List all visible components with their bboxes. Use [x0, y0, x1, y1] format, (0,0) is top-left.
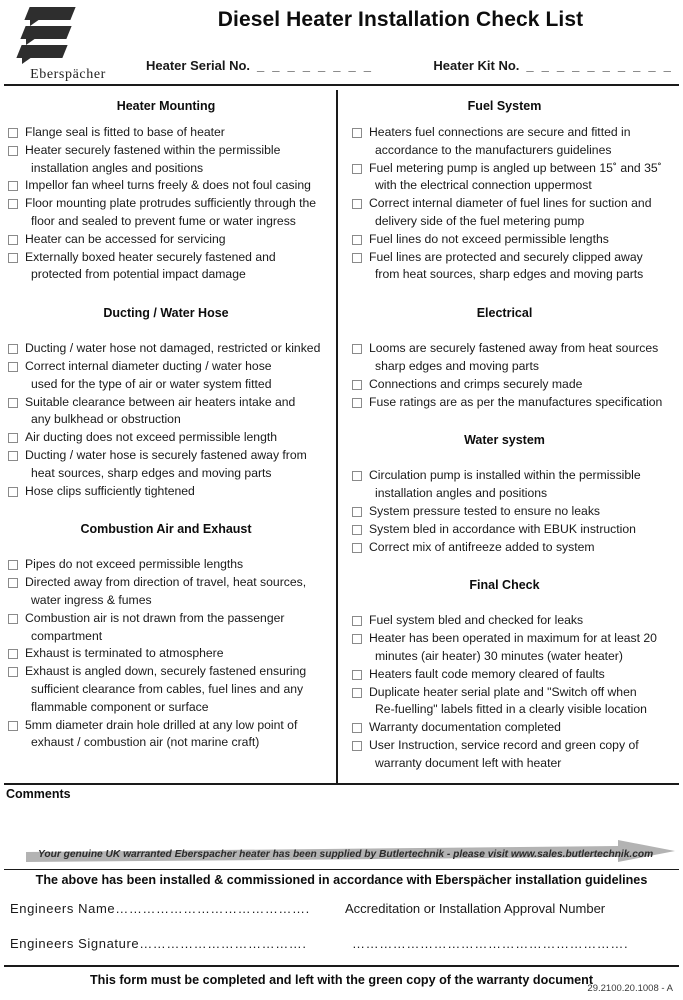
section-title-final-check: Final Check: [469, 578, 540, 593]
check-item-label: [369, 160, 662, 196]
checkbox-icon[interactable]: [352, 616, 362, 626]
section-title-ducting-water-hose: Ducting / Water Hose: [103, 306, 229, 321]
check-item[interactable]: [352, 539, 675, 557]
check-line-1: Correct mix of antifreeze added to system: [369, 539, 595, 554]
check-item-label: [369, 231, 609, 249]
check-item[interactable]: [352, 467, 675, 503]
check-line-1: Suitable clearance between air heaters intake and: [25, 394, 296, 409]
check-item-label: [369, 376, 582, 394]
document-header: [0, 0, 683, 86]
check-line-2: sufficient clearance from cables, fuel lines and any: [31, 681, 304, 696]
check-item[interactable]: [352, 160, 675, 196]
check-item-label: [369, 612, 583, 630]
check-item-label: [25, 195, 316, 231]
check-item[interactable]: [352, 124, 675, 160]
check-item-label: [369, 737, 639, 773]
check-line-1: Heaters fuel connections are secure and fitted in: [369, 125, 631, 139]
check-item-label: [25, 610, 284, 646]
check-line-1: Floor mounting plate protrudes sufficiently through the: [25, 196, 317, 211]
checklist-ducting-water-hose: [8, 340, 328, 500]
check-line-1: Externally boxed heater securely fastened and: [25, 249, 276, 264]
check-line-1: Combustion air is not drawn from the passenger: [25, 610, 285, 625]
heater-serial-value: _ _ _ _ _ _ _ _: [257, 58, 374, 73]
check-line-1: Fuse ratings are as per the manufactures specification: [369, 394, 663, 409]
check-item-label: [25, 177, 311, 195]
check-line-1: Duplicate heater serial plate and "Switch off when: [369, 684, 637, 699]
comments-top-rule: [4, 783, 679, 785]
checkbox-icon[interactable]: [352, 507, 362, 517]
checkbox-icon[interactable]: [8, 344, 18, 354]
check-item[interactable]: [8, 177, 328, 195]
footer-note: This form must be completed and left with the green copy of the warranty document: [89, 973, 594, 987]
check-line-2: minutes (air heater) 30 minutes (water heater): [375, 648, 623, 663]
checkbox-icon[interactable]: [8, 128, 18, 138]
check-item-label: [25, 663, 306, 716]
check-line-1: Connections and crimps securely made: [369, 376, 583, 391]
check-item[interactable]: [352, 503, 675, 521]
check-item-label: [369, 249, 643, 285]
check-line-2: any bulkhead or obstruction: [31, 412, 181, 427]
section-title-combustion-air-exhaust: Combustion Air and Exhaust: [80, 522, 252, 537]
banner-bottom-rule: [4, 869, 679, 870]
checkbox-icon[interactable]: [8, 362, 18, 372]
left-column: [0, 90, 336, 784]
check-item-label: [369, 340, 658, 376]
check-item[interactable]: [352, 666, 675, 684]
check-item[interactable]: [8, 447, 328, 483]
check-item[interactable]: [8, 483, 328, 501]
check-item-label: [369, 666, 605, 684]
section-title-water-system: Water system: [464, 433, 545, 448]
checkbox-icon[interactable]: [352, 634, 362, 644]
check-line-2: floor and sealed to prevent fume or water ingress: [31, 213, 296, 228]
checkbox-icon[interactable]: [352, 543, 362, 553]
check-item-label: [369, 467, 641, 503]
checkbox-icon[interactable]: [352, 670, 362, 680]
checkbox-icon[interactable]: [352, 128, 362, 138]
check-item[interactable]: [8, 717, 328, 753]
check-line-1: Correct internal diameter of fuel lines for suction and: [369, 196, 652, 211]
check-item[interactable]: [352, 684, 675, 720]
checklist-combustion-air-exhaust: [8, 556, 328, 752]
check-item-label: [25, 249, 276, 285]
check-item-label: [369, 394, 662, 412]
checklist-heater-mounting: [8, 124, 328, 284]
check-item-label: [25, 358, 272, 394]
check-item-label: [25, 556, 243, 574]
check-item[interactable]: [8, 663, 328, 716]
checkbox-icon[interactable]: [8, 199, 18, 209]
checkbox-icon[interactable]: [8, 398, 18, 408]
checkbox-icon[interactable]: [352, 525, 362, 535]
check-item[interactable]: [8, 195, 328, 231]
checkbox-icon[interactable]: [352, 235, 362, 245]
check-item[interactable]: [352, 719, 675, 737]
checkbox-icon[interactable]: [8, 560, 18, 570]
heater-kit-label: Heater Kit No.: [433, 58, 520, 73]
check-line-2: delivery side of the fuel metering pump: [375, 213, 585, 228]
check-line-1: Circulation pump is installed within the permissible: [369, 468, 641, 483]
check-line-1: Fuel lines do not exceed permissible lengths: [369, 231, 609, 246]
check-line-1: Heaters fault code memory cleared of faults: [369, 666, 605, 681]
check-line-2: protected from potential impact damage: [31, 267, 246, 282]
checkbox-icon[interactable]: [352, 471, 362, 481]
check-line-1: Exhaust is angled down, securely fastened ensuring: [25, 664, 307, 679]
check-item[interactable]: [352, 340, 675, 376]
check-line-1: Looms are securely fastened away from heat sources: [369, 341, 659, 356]
logo-tail-1: [30, 19, 40, 26]
check-item[interactable]: [352, 231, 675, 249]
check-item-label: [25, 429, 277, 447]
engineers-signature-field[interactable]: Engineers Signature……………………………….: [10, 936, 307, 951]
checkbox-icon[interactable]: [8, 614, 18, 624]
check-line-1: Correct internal diameter ducting / water hose: [25, 358, 272, 373]
check-item[interactable]: [352, 195, 675, 231]
check-line-2: Re-fuelling" labels fitted in a clearly visible location: [375, 702, 647, 717]
check-item-label: [369, 539, 595, 557]
header-fields: [130, 58, 673, 73]
check-line-2: with the electrical connection uppermost: [375, 178, 592, 193]
check-item[interactable]: [352, 737, 675, 773]
checkbox-icon[interactable]: [352, 344, 362, 354]
comments-area[interactable]: [6, 805, 677, 837]
butlertechnik-banner: [26, 840, 675, 866]
check-item[interactable]: [352, 521, 675, 539]
checkbox-icon[interactable]: [352, 253, 362, 263]
check-item[interactable]: [8, 645, 328, 663]
check-line-2: exhaust / combustion air (not marine craft): [31, 735, 260, 750]
check-item[interactable]: [352, 612, 675, 630]
check-item-label: [25, 142, 280, 178]
check-line-2: installation angles and positions: [31, 160, 204, 175]
checklist-electrical: [352, 340, 675, 411]
checkbox-icon[interactable]: [8, 181, 18, 191]
check-line-1: Fuel system bled and checked for leaks: [369, 613, 584, 628]
check-line-2: heat sources, sharp edges and moving parts: [31, 465, 272, 480]
check-line-1: Heater has been operated in maximum for at least 20: [369, 631, 657, 646]
page-title: Diesel Heater Installation Check List: [217, 8, 584, 31]
check-line-1: 5mm diameter drain hole drilled at any low point of: [25, 717, 298, 732]
logo-wordmark: Eberspächer: [30, 67, 106, 82]
section-title-heater-mounting: Heater Mounting: [116, 99, 216, 113]
checklist-final-check: [352, 612, 675, 772]
checkbox-icon[interactable]: [8, 667, 18, 677]
check-item[interactable]: [352, 394, 675, 412]
check-item-label: [25, 340, 320, 358]
section-title-fuel-system: Fuel System: [467, 99, 542, 113]
check-line-2: compartment: [31, 628, 103, 643]
engineers-name-field[interactable]: Engineers Name…………………………………….: [10, 901, 310, 916]
checkbox-icon[interactable]: [8, 649, 18, 659]
check-item-label: [25, 447, 307, 483]
check-line-2: installation angles and positions: [375, 486, 548, 501]
check-line-1: Impellor fan wheel turns freely & does not foul casing: [25, 178, 311, 193]
checkbox-icon[interactable]: [8, 721, 18, 731]
check-line-1: Exhaust is terminated to atmosphere: [25, 646, 224, 661]
checkbox-icon[interactable]: [352, 741, 362, 751]
check-item-label: [25, 394, 295, 430]
checkbox-icon[interactable]: [8, 451, 18, 461]
check-item-label: [369, 521, 636, 539]
checkbox-icon[interactable]: [8, 235, 18, 245]
check-line-2: from heat sources, sharp edges and moving parts: [375, 267, 644, 282]
check-item-label: [369, 630, 657, 666]
footer-top-rule: [4, 965, 679, 967]
check-line-1: Warranty documentation completed: [369, 720, 561, 735]
check-item[interactable]: [8, 556, 328, 574]
check-line-1: Ducting / water hose not damaged, restricted or kinked: [25, 341, 321, 356]
right-column: [336, 90, 683, 784]
check-item[interactable]: [352, 630, 675, 666]
checkbox-icon[interactable]: [352, 688, 362, 698]
check-line-1: Fuel lines are protected and securely clipped away: [369, 249, 643, 264]
logo-tail-3: [22, 57, 32, 64]
check-line-2: used for the type of air or water system fitted: [31, 376, 272, 391]
check-line-2: warranty document left with heater: [375, 755, 562, 770]
header-divider-rule: [4, 84, 679, 86]
check-line-1: Air ducting does not exceed permissible length: [25, 430, 278, 445]
check-item[interactable]: [8, 231, 328, 249]
banner-text: Your genuine UK warranted Eberspacher heater has been supplied by Butlertechnik - please visit www.sales.butlertechnik.com: [38, 849, 654, 860]
check-line-1: Pipes do not exceed permissible lengths: [25, 557, 244, 572]
heater-kit-field[interactable]: [433, 58, 673, 73]
check-item[interactable]: [8, 340, 328, 358]
checkbox-icon[interactable]: [352, 723, 362, 733]
check-line-2: accordance to the manufacturers guidelines: [375, 142, 612, 157]
check-line-1: Hose clips sufficiently tightened: [25, 483, 195, 498]
check-line-1: Flange seal is fitted to base of heater: [25, 125, 225, 139]
check-item-label: [369, 503, 600, 521]
check-line-3: flammable component or surface: [31, 699, 209, 714]
check-item[interactable]: [8, 574, 328, 610]
check-item[interactable]: [8, 249, 328, 285]
commission-statement: The above has been installed & commissioned in accordance with Eberspächer installation guidelines: [35, 873, 648, 887]
checkbox-icon[interactable]: [352, 199, 362, 209]
check-item[interactable]: [8, 394, 328, 430]
checklist-fuel-system: [352, 124, 675, 284]
check-item-label: [25, 574, 306, 610]
heater-serial-label: Heater Serial No.: [146, 58, 251, 73]
check-item[interactable]: [8, 429, 328, 447]
checkbox-icon[interactable]: [352, 398, 362, 408]
document-number: 29.2100.20.1008 - A: [587, 983, 673, 994]
check-item[interactable]: [352, 376, 675, 394]
checkbox-icon[interactable]: [352, 380, 362, 390]
check-line-2: sharp edges and moving parts: [375, 358, 539, 373]
check-line-2: water ingress & fumes: [31, 592, 152, 607]
check-item-label: [25, 483, 195, 501]
check-line-1: Ducting / water hose is securely fastened away from: [25, 447, 307, 462]
checkbox-icon[interactable]: [8, 253, 18, 263]
check-line-1: User Instruction, service record and green copy of: [369, 737, 639, 752]
check-item-label: [25, 124, 225, 142]
checkbox-icon[interactable]: [8, 487, 18, 497]
accreditation-number-field[interactable]: …………………………………………………….: [352, 936, 629, 951]
check-item-label: [369, 195, 652, 231]
eberspacher-logo: [8, 4, 126, 86]
check-line-1: Heater securely fastened within the permissible: [25, 142, 281, 157]
checkbox-icon[interactable]: [8, 146, 18, 156]
checklist-columns: [0, 90, 683, 784]
check-line-1: Directed away from direction of travel, heat sources,: [25, 575, 307, 590]
section-title-electrical: Electrical: [476, 306, 533, 321]
check-line-1: System bled in accordance with EBUK instruction: [369, 521, 636, 536]
checklist-water-system: [352, 467, 675, 556]
check-line-1: Fuel metering pump is angled up between 15˚ and 35˚: [369, 160, 662, 175]
check-item[interactable]: [8, 142, 328, 178]
check-item-label: [25, 645, 224, 663]
heater-kit-value: _ _ _ _ _ _ _ _ _ _: [526, 58, 673, 73]
check-item-label: [369, 719, 561, 737]
check-item[interactable]: [8, 610, 328, 646]
checkbox-icon[interactable]: [8, 578, 18, 588]
eberspacher-flags-icon: [18, 4, 80, 66]
checkbox-icon[interactable]: [352, 164, 362, 174]
check-item-label: [25, 717, 297, 753]
checkbox-icon[interactable]: [8, 433, 18, 443]
comments-label: Comments: [6, 787, 71, 801]
check-line-1: Heater can be accessed for servicing: [25, 231, 226, 246]
check-item-label: [369, 124, 631, 160]
check-item[interactable]: [352, 249, 675, 285]
check-item[interactable]: [8, 358, 328, 394]
check-item[interactable]: [8, 124, 328, 142]
accreditation-label: Accreditation or Installation Approval Number: [345, 901, 606, 916]
check-line-1: System pressure tested to ensure no leaks: [369, 503, 601, 518]
check-item-label: [25, 231, 226, 249]
check-item-label: [369, 684, 647, 720]
logo-tail-2: [26, 38, 36, 45]
heater-serial-field[interactable]: [146, 58, 423, 73]
